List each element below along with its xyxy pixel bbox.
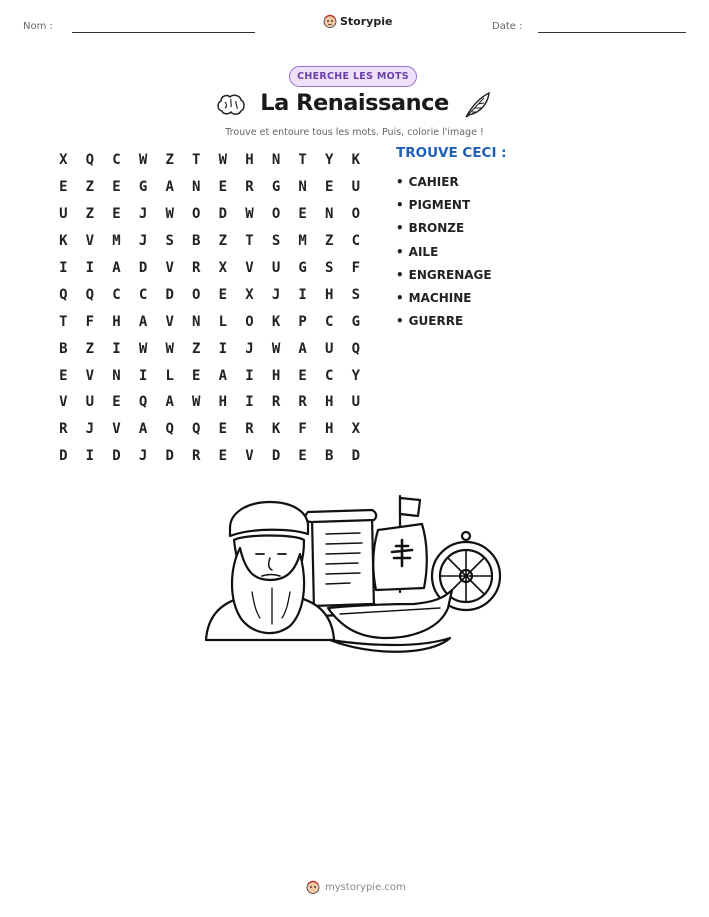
grid-letter[interactable]: W (138, 152, 148, 169)
grid-letter[interactable]: V (85, 233, 95, 250)
grid-letter[interactable]: R (59, 421, 68, 438)
grid-letter[interactable]: I (85, 448, 95, 465)
grid-letter[interactable]: T (245, 233, 254, 250)
grid-letter[interactable]: C (325, 367, 334, 384)
grid-letter[interactable]: Z (192, 340, 201, 357)
grid-letter[interactable]: J (85, 421, 95, 438)
grid-letter[interactable]: W (165, 340, 174, 357)
grid-letter[interactable]: E (59, 367, 68, 384)
grid-letter[interactable]: U (59, 206, 68, 223)
word-item: • AILE (396, 240, 492, 263)
grid-letter[interactable]: U (351, 394, 361, 411)
grid-letter[interactable]: C (112, 286, 121, 303)
grid-letter[interactable]: J (138, 448, 148, 465)
grid-letter[interactable]: W (245, 206, 254, 223)
instructions: Trouve et entoure tous les mots. Puis, colorie l'image ! (225, 127, 484, 138)
grid-letter[interactable]: J (138, 206, 148, 223)
footer (306, 880, 406, 894)
grid-letter[interactable]: S (351, 286, 361, 303)
grid-letter[interactable]: O (351, 206, 361, 223)
grid-letter[interactable]: Q (85, 286, 95, 303)
grid-letter[interactable]: J (245, 340, 254, 357)
grid-letter[interactable]: G (271, 179, 281, 196)
grid-letter[interactable]: N (325, 206, 334, 223)
grid-letter[interactable]: X (218, 260, 228, 276)
grid-letter[interactable]: V (245, 260, 254, 276)
grid-letter[interactable]: H (325, 421, 334, 438)
grid-letter[interactable]: A (165, 394, 174, 411)
grid-letter[interactable]: X (351, 421, 361, 438)
date-label: Date : (492, 21, 523, 32)
grid-letter[interactable]: R (192, 260, 201, 276)
grid-letter[interactable]: C (112, 152, 121, 169)
cap-icon (230, 502, 308, 536)
grid-letter[interactable]: Z (85, 206, 95, 223)
grid-letter[interactable]: T (192, 152, 201, 169)
activity-badge: CHERCHE LES MOTS (289, 66, 417, 87)
grid-letter[interactable]: W (165, 206, 174, 223)
grid-letter[interactable]: B (325, 448, 334, 465)
grid-letter[interactable]: S (165, 233, 174, 250)
grid-row (50, 416, 369, 443)
grid-letter[interactable]: H (218, 394, 228, 411)
grid-letter[interactable]: I (85, 260, 95, 276)
grid-row (50, 389, 369, 416)
grid-letter[interactable]: B (59, 340, 68, 357)
grid-letter[interactable]: D (138, 260, 148, 276)
grid-letter[interactable]: V (165, 313, 174, 330)
grid-letter[interactable]: Z (325, 233, 334, 250)
grid-letter[interactable]: M (298, 233, 307, 250)
grid-letter[interactable]: F (351, 260, 361, 276)
grid-row (50, 362, 369, 389)
grid-letter[interactable]: V (59, 394, 68, 411)
grid-letter[interactable]: O (245, 313, 254, 330)
grid-letter[interactable]: E (59, 179, 68, 196)
brain-icon (216, 93, 246, 117)
grid-letter[interactable]: E (112, 394, 121, 411)
word-list-title: TROUVE CECI : (396, 145, 507, 161)
grid-letter[interactable]: F (85, 313, 95, 330)
word-item: • GUERRE (396, 310, 492, 333)
grid-letter[interactable]: H (325, 394, 334, 411)
grid-letter[interactable]: A (138, 421, 148, 438)
grid-letter[interactable]: E (192, 367, 201, 384)
grid-letter[interactable]: N (192, 313, 201, 330)
grid-letter[interactable]: A (218, 367, 228, 384)
grid-letter[interactable]: Q (165, 421, 174, 438)
grid-letter[interactable]: R (245, 179, 254, 196)
grid-letter[interactable]: H (325, 286, 334, 303)
grid-letter[interactable]: U (85, 394, 95, 411)
grid-letter[interactable]: U (325, 340, 334, 357)
word-item: • PIGMENT (396, 193, 492, 216)
grid-letter[interactable]: D (218, 206, 228, 223)
grid-letter[interactable]: E (218, 448, 228, 465)
grid-letter[interactable]: J (271, 286, 281, 303)
grid-letter[interactable]: J (138, 233, 148, 250)
grid-letter[interactable]: A (112, 260, 121, 276)
grid-letter[interactable]: E (218, 286, 228, 303)
grid-row (50, 335, 369, 362)
grid-letter[interactable]: U (351, 179, 361, 196)
grid-letter[interactable]: K (351, 152, 361, 169)
grid-letter[interactable]: I (218, 340, 228, 357)
grid-letter[interactable]: Y (325, 152, 334, 169)
grid-letter[interactable]: H (245, 152, 254, 169)
grid-letter[interactable]: T (59, 313, 68, 330)
grid-letter[interactable]: I (245, 394, 254, 411)
grid-letter[interactable]: T (298, 152, 307, 169)
grid-letter[interactable]: I (245, 367, 254, 384)
grid-letter[interactable]: D (351, 448, 361, 465)
grid-letter[interactable]: A (298, 340, 307, 357)
grid-letter[interactable]: R (245, 421, 254, 438)
word-item: • ENGRENAGE (396, 263, 492, 286)
feather-quill-icon (462, 90, 492, 120)
grid-letter[interactable]: E (298, 206, 307, 223)
brand-logo (323, 14, 392, 28)
grid-letter[interactable]: R (192, 448, 201, 465)
grid-letter[interactable]: Q (59, 286, 68, 303)
grid-letter[interactable]: Q (85, 152, 95, 169)
word-item: • MACHINE (396, 286, 492, 309)
word-item: • BRONZE (396, 217, 492, 240)
word-search-grid (50, 147, 369, 470)
grid-letter[interactable]: D (112, 448, 121, 465)
grid-row (50, 201, 369, 228)
grid-row (50, 147, 369, 174)
word-item: • CAHIER (396, 170, 492, 193)
grid-letter[interactable]: E (112, 206, 121, 223)
grid-row (50, 255, 369, 282)
grid-letter[interactable]: W (138, 340, 148, 357)
grid-letter[interactable]: R (271, 394, 281, 411)
brand-name: Storypie (340, 14, 393, 28)
grid-letter[interactable]: W (192, 394, 201, 411)
grid-letter[interactable]: H (112, 313, 121, 330)
grid-letter[interactable]: X (59, 152, 68, 169)
grid-letter[interactable]: S (325, 260, 334, 276)
grid-letter[interactable]: O (192, 286, 201, 303)
grid-letter[interactable]: F (298, 421, 307, 438)
grid-letter[interactable]: B (192, 233, 201, 250)
grid-letter[interactable]: D (165, 448, 174, 465)
grid-letter[interactable]: E (298, 448, 307, 465)
grid-letter[interactable]: C (351, 233, 361, 250)
grid-letter[interactable]: Q (192, 421, 201, 438)
grid-letter[interactable]: M (112, 233, 121, 250)
grid-letter[interactable]: Z (218, 233, 228, 250)
grid-letter[interactable]: Q (138, 394, 148, 411)
grid-letter[interactable]: K (271, 313, 281, 330)
grid-letter[interactable]: A (165, 179, 174, 196)
grid-letter[interactable]: K (59, 233, 68, 250)
grid-letter[interactable]: C (138, 286, 148, 303)
grid-row (50, 443, 369, 470)
grid-letter[interactable]: X (245, 286, 254, 303)
grid-letter[interactable]: O (271, 206, 281, 223)
grid-letter[interactable]: L (165, 367, 174, 384)
grid-letter[interactable]: H (271, 367, 281, 384)
grid-letter[interactable]: G (138, 179, 148, 196)
grid-letter[interactable]: E (325, 179, 334, 196)
grid-letter[interactable]: L (218, 313, 228, 330)
grid-row (50, 308, 369, 335)
grid-letter[interactable]: Z (165, 152, 174, 169)
grid-letter[interactable]: U (271, 260, 281, 276)
grid-letter[interactable]: E (298, 367, 307, 384)
name-line (72, 32, 255, 33)
page-title: La Renaissance (260, 90, 449, 116)
grid-letter[interactable]: Z (85, 340, 95, 357)
grid-letter[interactable]: D (59, 448, 68, 465)
grid-letter[interactable]: R (298, 394, 307, 411)
grid-letter[interactable]: A (138, 313, 148, 330)
grid-letter[interactable]: S (271, 233, 281, 250)
grid-letter[interactable]: K (271, 421, 281, 438)
grid-letter[interactable]: V (85, 367, 95, 384)
date-line (538, 32, 686, 33)
grid-row (50, 228, 369, 255)
grid-letter[interactable]: P (298, 313, 307, 330)
grid-letter[interactable]: E (218, 421, 228, 438)
word-list (396, 170, 492, 333)
grid-letter[interactable]: I (138, 367, 148, 384)
grid-letter[interactable]: G (351, 313, 361, 330)
grid-letter[interactable]: E (112, 179, 121, 196)
grid-letter[interactable]: V (112, 421, 121, 438)
grid-letter[interactable]: I (298, 286, 307, 303)
grid-letter[interactable]: E (218, 179, 228, 196)
footer-url[interactable]: mystorypie.com (325, 881, 406, 893)
grid-letter[interactable]: I (59, 260, 68, 276)
grid-letter[interactable]: W (271, 340, 281, 357)
grid-letter[interactable]: N (112, 367, 121, 384)
grid-letter[interactable]: V (245, 448, 254, 465)
grid-letter[interactable]: Z (85, 179, 95, 196)
grid-letter[interactable]: D (165, 286, 174, 303)
grid-row (50, 281, 369, 308)
grid-letter[interactable]: N (192, 179, 201, 196)
grid-letter[interactable]: C (325, 313, 334, 330)
renaissance-illustration (200, 488, 510, 666)
grid-letter[interactable]: N (298, 179, 307, 196)
storypie-mascot-icon (306, 880, 320, 894)
grid-row (50, 174, 369, 201)
grid-letter[interactable]: V (165, 260, 174, 276)
grid-letter[interactable]: G (298, 260, 307, 276)
grid-letter[interactable]: I (112, 340, 121, 357)
name-label: Nom : (23, 21, 53, 32)
grid-letter[interactable]: Y (351, 367, 361, 384)
grid-letter[interactable]: O (192, 206, 201, 223)
grid-letter[interactable]: N (271, 152, 281, 169)
storypie-mascot-icon (323, 14, 337, 28)
grid-letter[interactable]: D (271, 448, 281, 465)
grid-letter[interactable]: Q (351, 340, 361, 357)
grid-letter[interactable]: W (218, 152, 228, 169)
